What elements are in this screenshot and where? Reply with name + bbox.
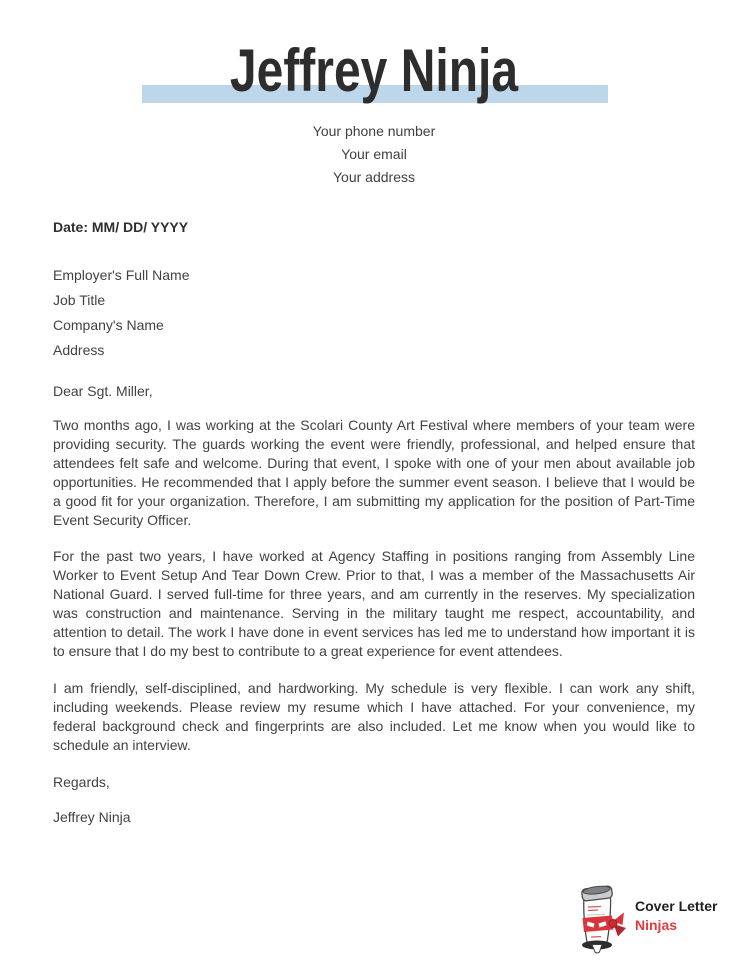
- brand-wordmark: [635, 897, 717, 935]
- closing-signature: Jeffrey Ninja: [53, 809, 131, 825]
- page-title: Jeffrey Ninja: [229, 37, 519, 104]
- date-line: Date: MM/ DD/ YYYY: [53, 219, 189, 235]
- body-paragraph: For the past two years, I have worked at Agency Staffing in positions ranging from Assembly Line Worker to Event Setup And Tear Down Crew. Prior to that, I was a member of the Massachusetts Air National Guard. I served full-time for three years, and am currently in the reserves. My specialization was construction and maintenance. Serving in the military taught me respect, accountability, and attention to detail. The work I have done in event services has led me to understand how important it is to ensure that I do my best to contribute to a great experience for event attendees.: [53, 548, 695, 659]
- body-paragraph: I am friendly, self-disciplined, and hardworking. My schedule is very flexible. I can work any shift, including weekends. Please review my resume which I have attached. For your convenience, my federal background check and fingerprints are also included. Let me know when you would like to schedule an interview.: [53, 680, 695, 753]
- ninja-scroll-icon: [571, 884, 627, 959]
- recipient-block: [53, 263, 190, 363]
- body-paragraph: Two months ago, I was working at the Scolari County Art Festival where members of your team were providing security. The guards working the event were friendly, professional, and helped ensure that attendees felt safe and welcome. During that event, I spoke with one of your men about available job opportunities. He recommended that I apply before the summer event season. I believe that I would be a good fit for your organization. Therefore, I am submitting my application for the position of Part-Time Event Security Officer.: [53, 417, 695, 528]
- recipient-name: Employer's Full Name: [53, 267, 190, 283]
- brand-line1: Cover Letter: [635, 898, 718, 914]
- contact-address: Your address: [333, 169, 415, 185]
- contact-phone: Your phone number: [312, 123, 436, 139]
- recipient-company: Company's Name: [53, 317, 164, 333]
- closing-regards: Regards,: [53, 774, 110, 790]
- contact-block: [0, 120, 748, 189]
- recipient-job-title: Job Title: [53, 292, 106, 308]
- salutation: Dear Sgt. Miller,: [53, 383, 153, 399]
- recipient-address: Address: [53, 342, 105, 358]
- contact-email: Your email: [341, 146, 407, 162]
- brand-logo: [571, 884, 717, 959]
- brand-line2: Ninjas: [635, 917, 678, 933]
